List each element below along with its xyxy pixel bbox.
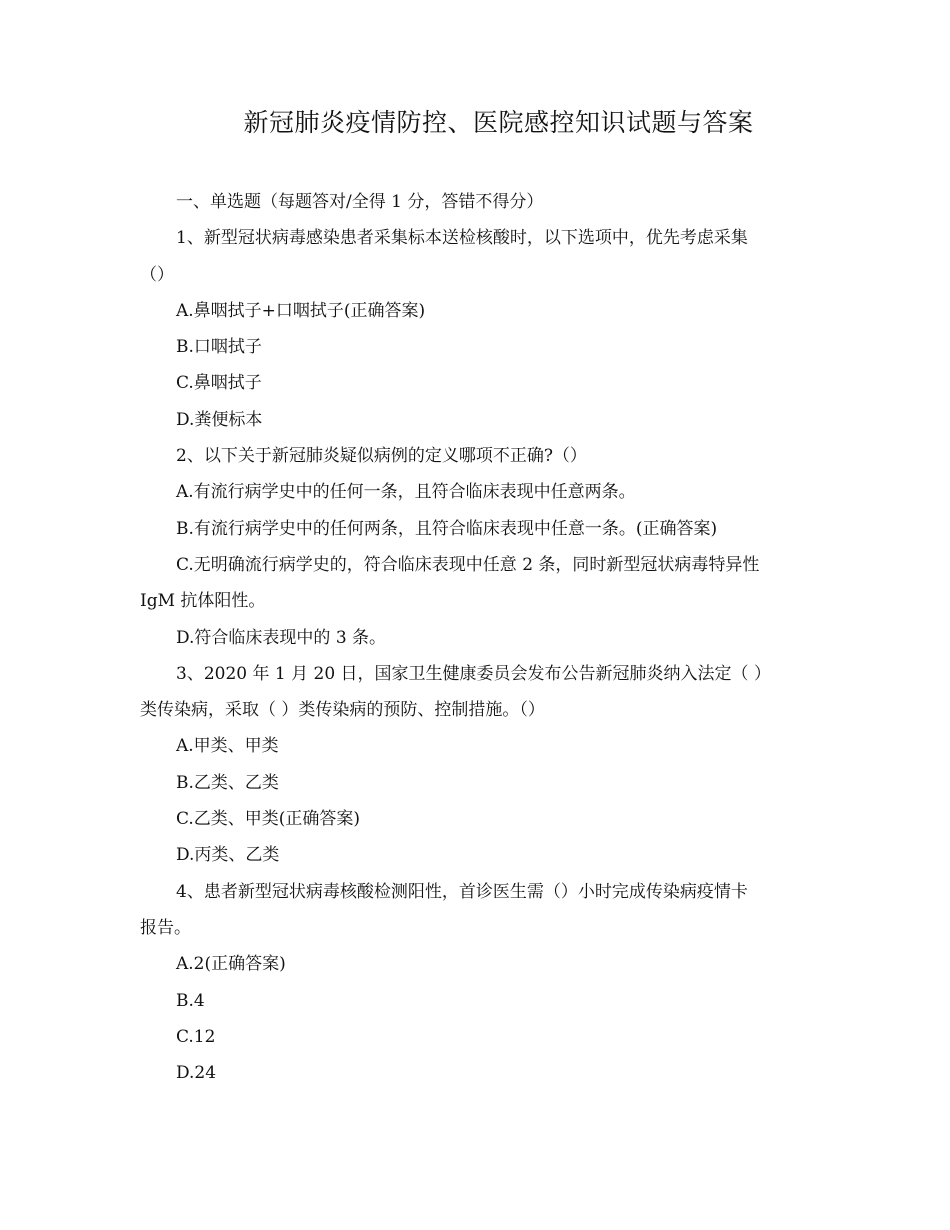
document-body [140,184,812,1091]
question-2-option-c: C.无明确流行病学史的，符合临床表现中任意 2 条，同时新型冠状病毒特异性 [176,554,760,575]
question-1-option-d: D.粪便标本 [176,409,263,430]
question-1-option-c: C.鼻咽拭子 [176,373,262,394]
question-3-option-d: D.丙类、乙类 [176,845,280,866]
question-4-stem: 4、患者新型冠状病毒核酸检测阳性，首诊医生需（）小时完成传染病疫情卡 [176,881,748,902]
question-4-option-a: A.2(正确答案) [176,954,286,975]
question-4-option-c: C.12 [176,1026,216,1047]
question-2-option-b: B.有流行病学史中的任何两条，且符合临床表现中任意一条。(正确答案) [176,518,718,539]
question-4-stem-continued: 报告。 [140,917,191,938]
question-1-option-a: A.鼻咽拭子+口咽拭子(正确答案) [176,300,426,321]
question-4-option-b: B.4 [176,990,205,1011]
question-2-option-a: A.有流行病学史中的任何一条，且符合临床表现中任意两条。 [176,482,636,503]
question-1-stem: 1、新型冠状病毒感染患者采集标本送检核酸时，以下选项中，优先考虑采集 [176,228,748,249]
question-3-option-b: B.乙类、乙类 [176,772,279,793]
question-1-option-b: B.口咽拭子 [176,337,262,358]
question-3-option-a: A.甲类、甲类 [176,736,279,757]
question-2-option-c-continued: IgM 抗体阳性。 [140,591,266,612]
question-3-stem: 3、2020 年 1 月 20 日，国家卫生健康委员会发布公告新冠肺炎纳入法定（ ） [176,663,771,684]
question-3-stem-continued: 类传染病，采取（ ）类传染病的预防、控制措施。（） [140,700,545,721]
document-title: 新冠肺炎疫情防控、医院感控知识试题与答案 [243,108,754,137]
question-2-stem: 2、以下关于新冠肺炎疑似病例的定义哪项不正确?（） [176,446,587,467]
question-3-option-c: C.乙类、甲类(正确答案) [176,809,361,830]
question-4-option-d: D.24 [176,1063,217,1084]
section-heading: 一、单选题（每题答对/全得 1 分，答错不得分） [176,192,544,212]
question-2-option-d: D.符合临床表现中的 3 条。 [176,627,387,648]
question-1-stem-continued: （） [140,264,174,285]
